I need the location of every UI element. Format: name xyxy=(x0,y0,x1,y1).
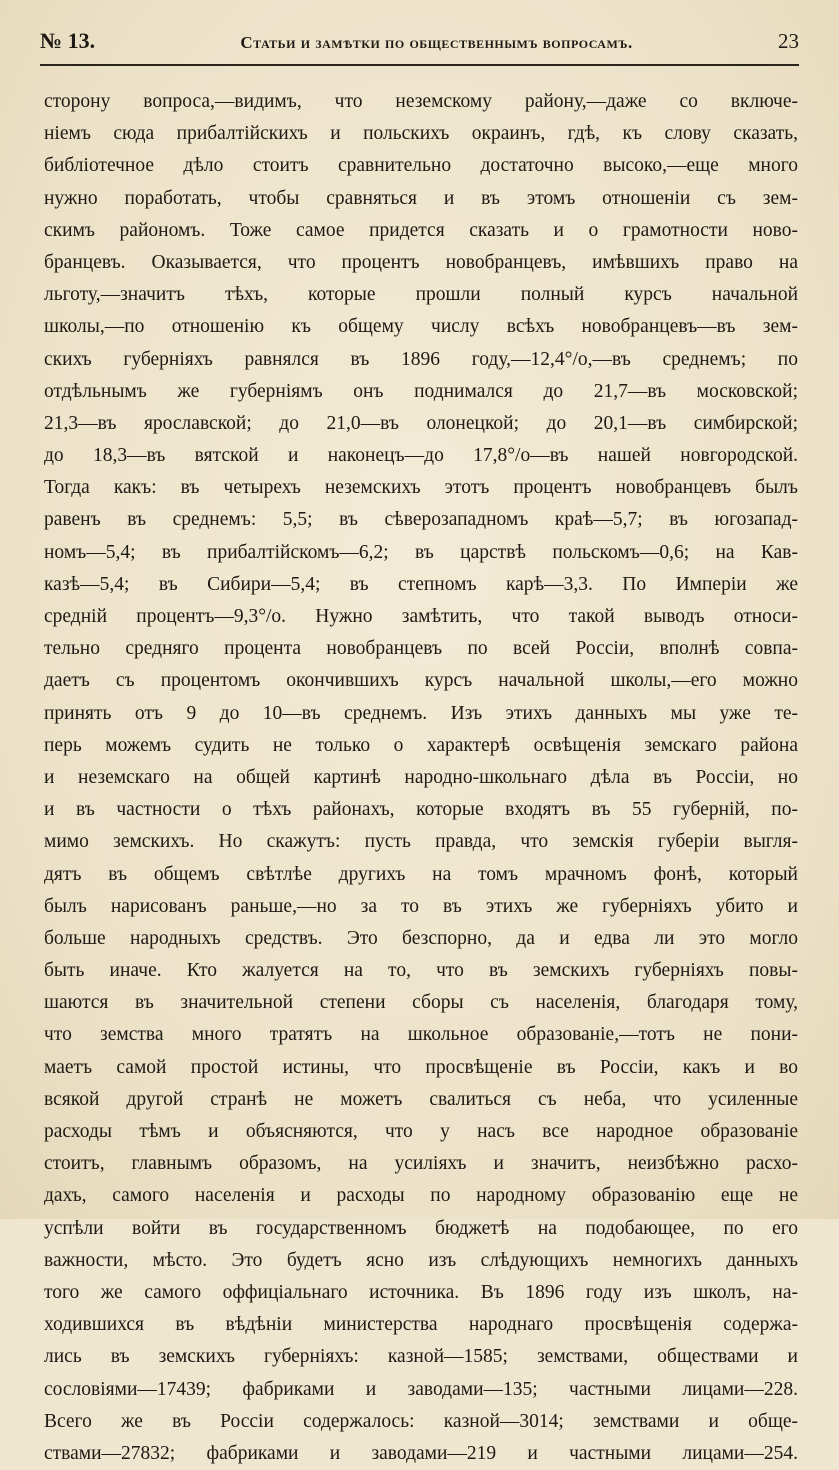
text-line: былъ нарисованъ раньше,—но за то въ этихъ же губерніяхъ убито и xyxy=(44,895,798,917)
text-line: перь можемъ судить не только о характерѣ освѣщенія земскаго района xyxy=(44,734,798,756)
running-header xyxy=(40,28,799,58)
text-line: и въ частности о тѣхъ районахъ, которые входятъ въ 55 губерній, по- xyxy=(44,799,798,821)
text-line: скимъ райономъ. Тоже самое придется сказать и о грамотности ново- xyxy=(44,219,798,241)
text-line: нужно поработать, чтобы сравняться и въ этомъ отношеніи съ зем- xyxy=(44,187,798,209)
text-line: даетъ съ процентомъ окончившихъ курсъ начальной школы,—его можно xyxy=(44,670,798,692)
section-title: Статьи и замѣтки по общественнымъ вопросамъ. xyxy=(240,33,633,52)
text-line: лись въ земскихъ губерніяхъ: казной—1585; земствами, обществами и xyxy=(44,1346,798,1368)
text-line: маетъ самой простой истины, что просвѣщеніе въ Россіи, какъ и во xyxy=(44,1056,798,1078)
text-line: казѣ—5,4; въ Сибири—5,4; въ степномъ карѣ—3,3. По Имперіи же xyxy=(44,573,798,595)
text-line: важности, мѣсто. Это будетъ ясно изъ слѣдующихъ немногихъ данныхъ xyxy=(44,1249,798,1271)
text-line: Всего же въ Россіи содержалось: казной—3014; земствами и обще- xyxy=(44,1410,798,1432)
text-line: больше народныхъ средствъ. Это безспорно, да и едва ли это могло xyxy=(44,927,798,949)
text-line: расходы тѣмъ и объясняются, что у насъ все народное образованіе xyxy=(44,1121,798,1142)
text-line: быть иначе. Кто жалуется на то, что въ земскихъ губерніяхъ повы- xyxy=(44,960,798,982)
text-line: скихъ губерніяхъ равнялся въ 1896 году,—12,4°/о,—въ среднемъ; по xyxy=(44,348,798,370)
text-line: Тогда какъ: въ четырехъ неземскихъ этотъ процентъ новобранцевъ былъ xyxy=(44,477,798,499)
text-line: ствами—27832; фабриками и заводами—219 и частными лицами—254. xyxy=(44,1442,798,1464)
text-line: ніемъ сюда прибалтійскихъ и польскихъ окраинъ, гдѣ, къ слову сказать, xyxy=(44,123,798,145)
text-line: льготу,—значитъ тѣхъ, которые прошли полный курсъ начальной xyxy=(44,284,798,306)
text-line: стоитъ, главнымъ образомъ, на усиліяхъ и значитъ, неизбѣжно расхо- xyxy=(44,1153,798,1175)
text-line: библіотечное дѣло стоитъ сравнительно достаточно высоко,—еще много xyxy=(44,155,798,177)
text-line: дахъ, самого населенія и расходы по народному образованію еще не xyxy=(44,1185,798,1207)
text-line: отдѣльнымъ же губерніямъ онъ поднимался до 21,7—въ московской; xyxy=(44,380,798,402)
text-line: шаются въ значительной степени сборы съ населенія, благодаря тому, xyxy=(44,992,798,1014)
text-line: и неземскаго на общей картинѣ народно-школьнаго дѣла въ Россіи, но xyxy=(44,766,798,788)
text-line: мимо земскихъ. Но скажутъ: пусть правда, что земскія губеріи выгля- xyxy=(44,831,798,853)
page-number: 23 xyxy=(777,29,799,53)
text-line: равенъ въ среднемъ: 5,5; въ сѣверозападномъ краѣ—5,7; въ югозапад- xyxy=(44,509,798,531)
text-line: 21,3—въ ярославской; до 21,0—въ олонецкой; до 20,1—въ симбирской; xyxy=(44,412,798,434)
issue-number: № 13. xyxy=(40,28,96,53)
text-line: всякой другой странѣ не можетъ свалиться съ неба, что усиленные xyxy=(44,1088,798,1110)
text-line: бранцевъ. Оказывается, что процентъ новобранцевъ, имѣвшихъ право на xyxy=(44,251,798,273)
text-line: номъ—5,4; въ прибалтійскомъ—6,2; въ царствѣ польскомъ—0,6; на Кав- xyxy=(44,541,798,563)
text-line: тельно средняго процента новобранцевъ по всей Россіи, вполнѣ совпа- xyxy=(44,638,798,660)
text-line: успѣли войти въ государственномъ бюджетѣ на подобающее, по его xyxy=(44,1217,798,1239)
text-line: того же самого оффиціальнаго источника. Въ 1896 году изъ школъ, на- xyxy=(44,1281,798,1303)
header-rule xyxy=(40,64,799,66)
text-line: сторону вопроса,—видимъ, что неземскому району,—даже со включе- xyxy=(44,91,798,112)
article-body xyxy=(44,86,798,1470)
text-line: что земства много тратятъ на школьное образованіе,—тотъ не пони- xyxy=(44,1024,798,1046)
text-line: до 18,3—въ вятской и наконецъ—до 17,8°/о—въ нашей новгородской. xyxy=(44,445,798,467)
text-line: ходившихся въ вѣдѣніи министерства народнаго просвѣщенія содержа- xyxy=(44,1314,798,1336)
text-line: сословіями—17439; фабриками и заводами—135; частными лицами—228. xyxy=(44,1378,798,1400)
text-line: принять отъ 9 до 10—въ среднемъ. Изъ этихъ данныхъ мы уже те- xyxy=(44,702,798,724)
text-line: средній процентъ—9,3°/о. Нужно замѣтить, что такой выводъ относи- xyxy=(44,606,798,627)
text-line: дятъ въ общемъ свѣтлѣе другихъ на томъ мрачномъ фонѣ, который xyxy=(44,863,798,885)
text-line: школы,—по отношенію къ общему числу всѣхъ новобранцевъ—въ зем- xyxy=(44,316,798,338)
